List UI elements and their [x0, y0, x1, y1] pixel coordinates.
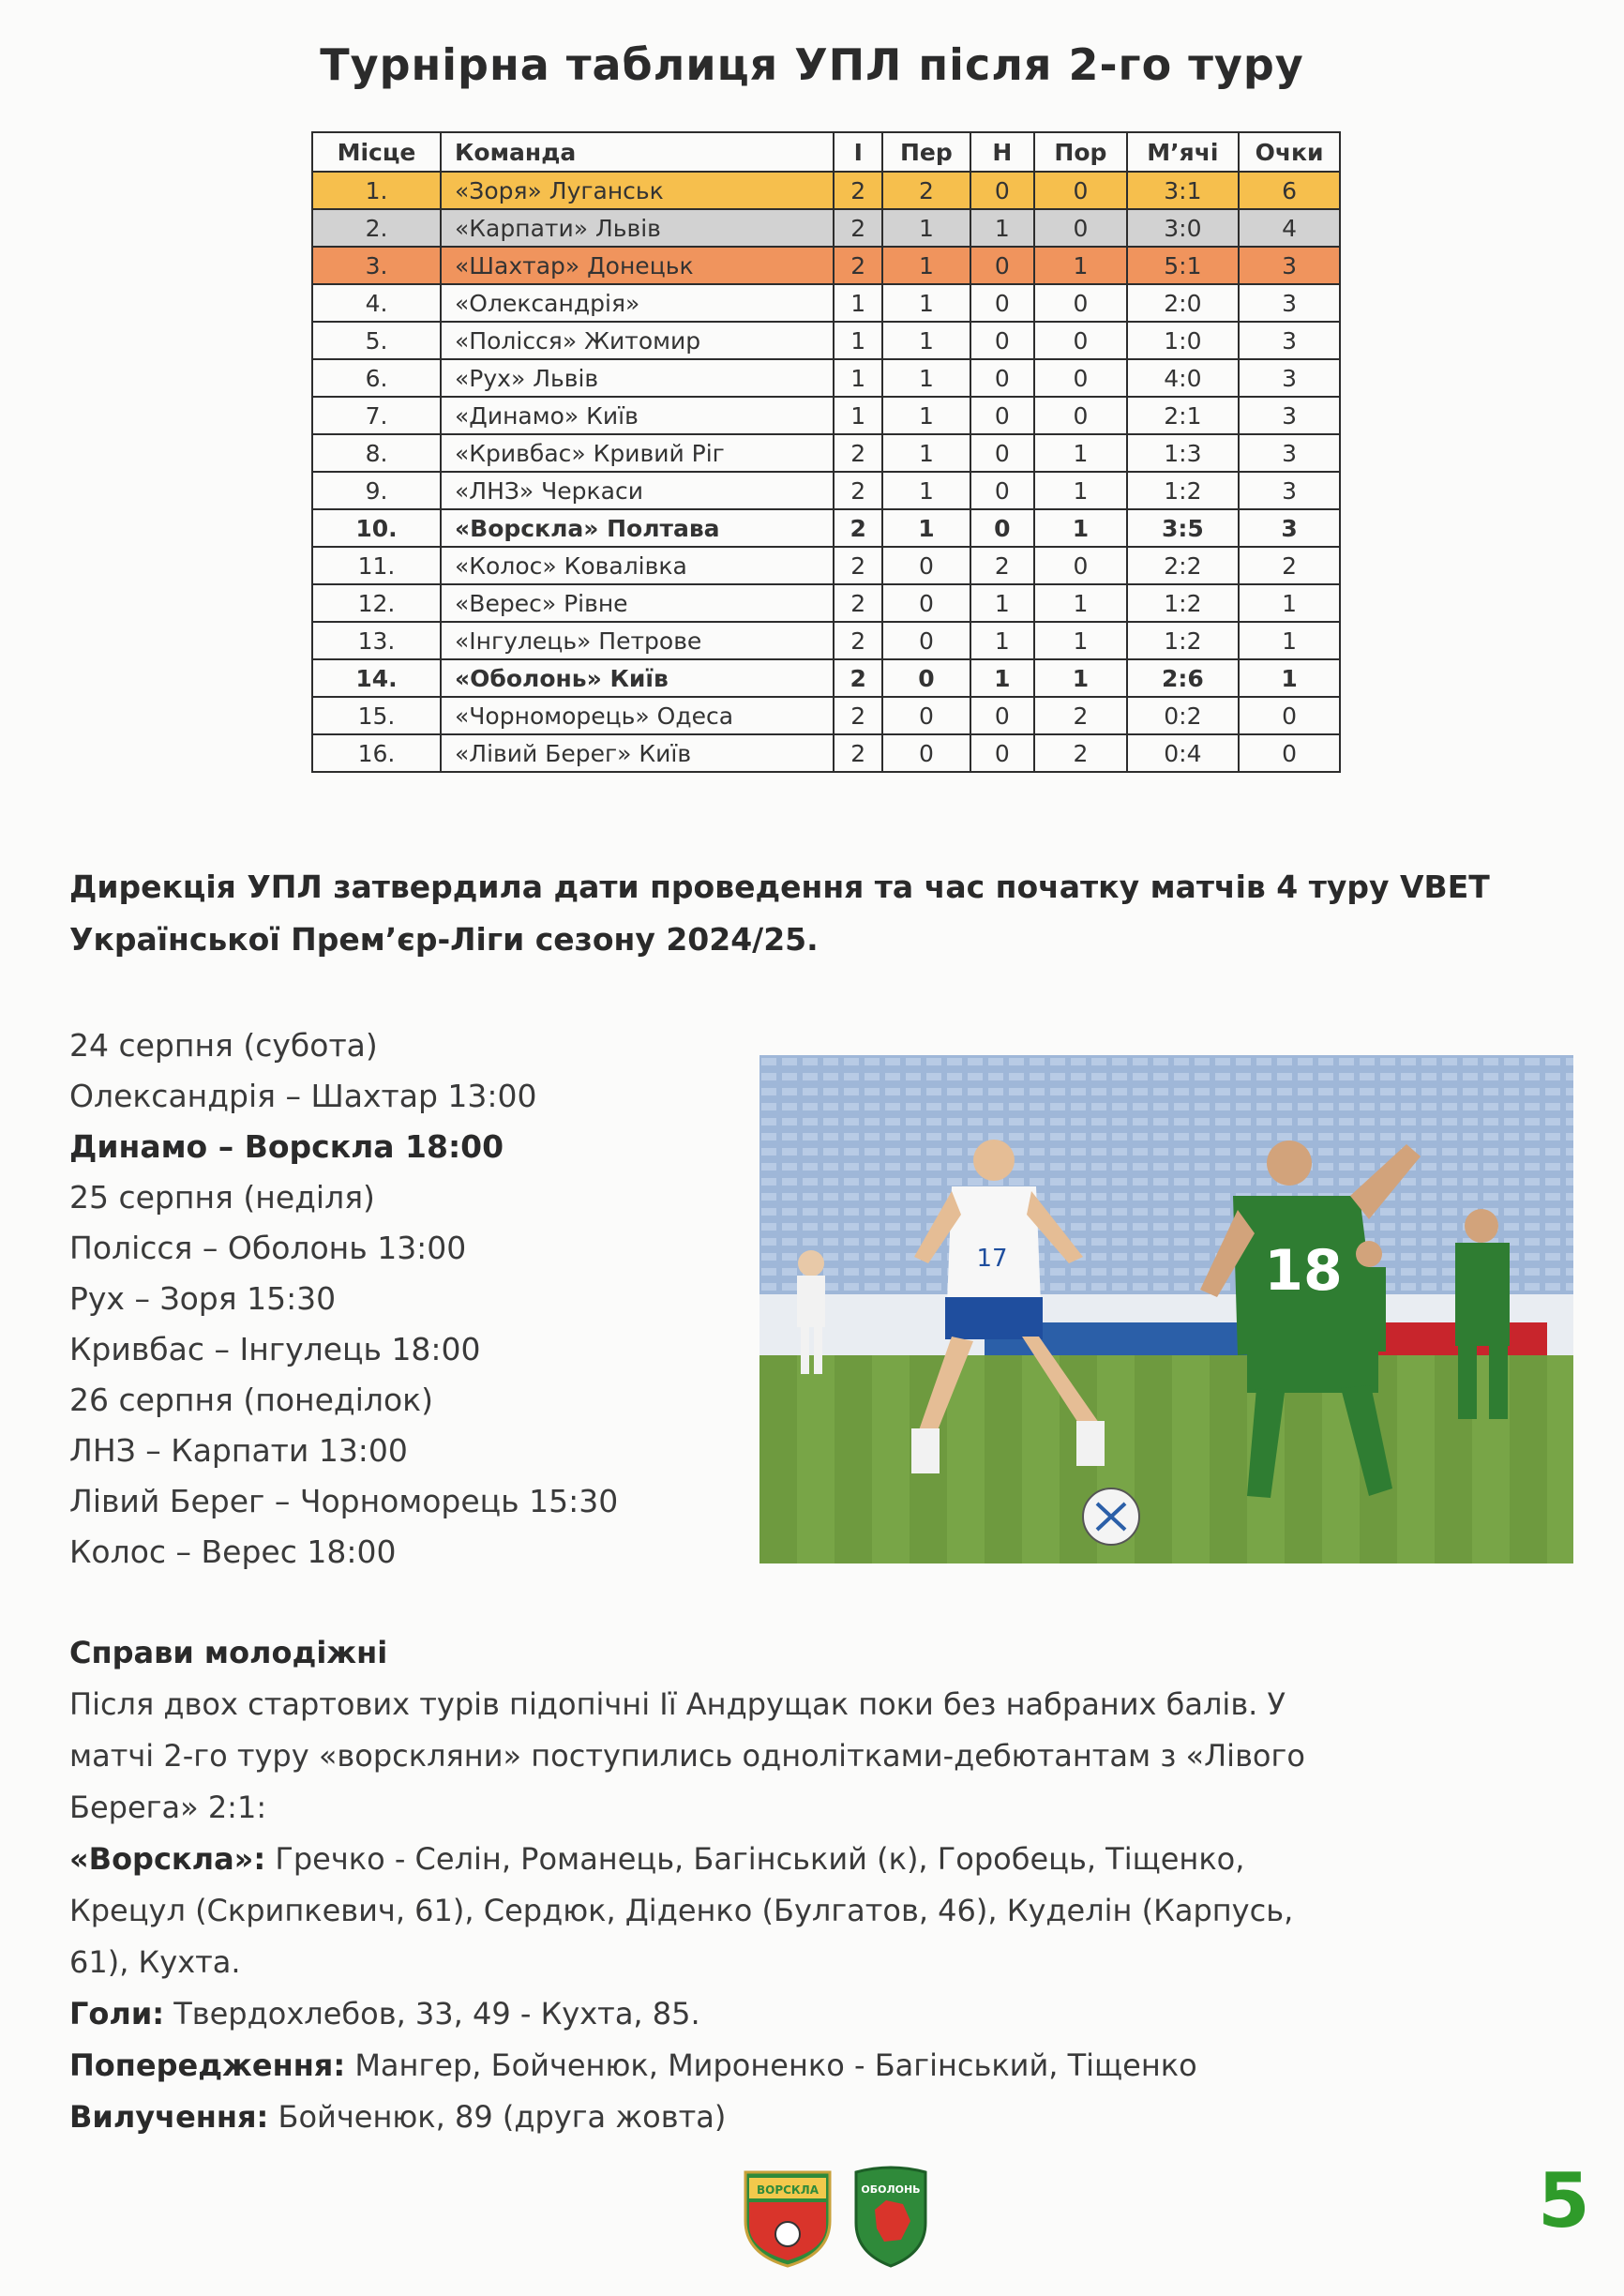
cell-place: 1. [312, 172, 441, 209]
cell-losses: 1 [1034, 472, 1127, 509]
cell-draws: 2 [970, 547, 1035, 584]
cell-goals: 2:1 [1127, 397, 1239, 434]
cell-place: 5. [312, 322, 441, 359]
youth-paragraph-line: Після двох стартових турів підопічні Ії Андрущак поки без набраних балів. У [69, 1686, 1286, 1722]
cell-points: 4 [1239, 209, 1340, 247]
schedule-match: Лівий Берег – Чорноморець 15:30 [69, 1483, 619, 1519]
cell-games: 2 [834, 622, 882, 659]
cell-goals: 3:1 [1127, 172, 1239, 209]
cell-goals: 1:3 [1127, 434, 1239, 472]
cell-draws: 1 [970, 584, 1035, 622]
cell-wins: 1 [882, 397, 970, 434]
cell-losses: 0 [1034, 322, 1127, 359]
cell-goals: 0:4 [1127, 734, 1239, 772]
cell-losses: 1 [1034, 584, 1127, 622]
cell-points: 2 [1239, 547, 1340, 584]
table-row [312, 172, 1340, 209]
table-row [312, 509, 1340, 547]
cell-points: 1 [1239, 584, 1340, 622]
goals-line [69, 1988, 1579, 2040]
announcement-line: Української Прем’єр-Ліги сезону 2024/25. [69, 921, 819, 958]
cell-place: 13. [312, 622, 441, 659]
header-losses: Пор [1034, 132, 1127, 172]
cell-games: 2 [834, 547, 882, 584]
cell-place: 10. [312, 509, 441, 547]
youth-paragraph-line: матчі 2-го туру «ворскляни» поступились однолітками-дебютантам з «Лівого [69, 1738, 1305, 1774]
cell-draws: 0 [970, 359, 1035, 397]
obolon-logo-text: ОБОЛОНЬ [861, 2183, 921, 2196]
cell-place: 12. [312, 584, 441, 622]
cell-team: «Ворскла» Полтава [441, 509, 834, 547]
cell-team: «Динамо» Київ [441, 397, 834, 434]
cell-games: 2 [834, 697, 882, 734]
header-wins: Пер [882, 132, 970, 172]
cell-goals: 2:2 [1127, 547, 1239, 584]
table-row [312, 584, 1340, 622]
cell-points: 3 [1239, 509, 1340, 547]
cell-goals: 1:0 [1127, 322, 1239, 359]
warnings-label: Попередження: [69, 2047, 346, 2083]
schedule-match: Олександрія – Шахтар 13:00 [69, 1078, 537, 1114]
header-place: Місце [312, 132, 441, 172]
cell-team: «ЛНЗ» Черкаси [441, 472, 834, 509]
cell-goals: 3:0 [1127, 209, 1239, 247]
cell-goals: 1:2 [1127, 472, 1239, 509]
cell-points: 0 [1239, 734, 1340, 772]
vorskla-logo [745, 2172, 830, 2266]
cell-losses: 2 [1034, 734, 1127, 772]
cell-games: 2 [834, 472, 882, 509]
player-number-left: 17 [976, 1245, 1008, 1273]
cell-place: 6. [312, 359, 441, 397]
sendoffs-line [69, 2092, 1579, 2143]
schedule-match: Рух – Зоря 15:30 [69, 1280, 337, 1317]
table-row [312, 209, 1340, 247]
lineup-text: Гречко - Селін, Романець, Багінський (к), Горобець, Тіщенко, [265, 1841, 1245, 1877]
schedule-announcement [69, 861, 1588, 966]
cell-draws: 0 [970, 284, 1035, 322]
table-row [312, 359, 1340, 397]
cell-points: 3 [1239, 472, 1340, 509]
cell-wins: 0 [882, 622, 970, 659]
cell-points: 3 [1239, 247, 1340, 284]
cell-losses: 1 [1034, 659, 1127, 697]
cell-wins: 1 [882, 209, 970, 247]
player-number-right: 18 [1264, 1238, 1343, 1304]
cell-losses: 2 [1034, 697, 1127, 734]
cell-draws: 1 [970, 659, 1035, 697]
cell-goals: 3:5 [1127, 509, 1239, 547]
warnings-line [69, 2040, 1579, 2092]
cell-wins: 0 [882, 659, 970, 697]
cell-wins: 1 [882, 434, 970, 472]
cell-games: 2 [834, 584, 882, 622]
schedule-match-highlight: Динамо – Ворскла 18:00 [69, 1128, 504, 1165]
table-row [312, 622, 1340, 659]
cell-place: 15. [312, 697, 441, 734]
schedule-match: Полісся – Оболонь 13:00 [69, 1230, 467, 1266]
cell-losses: 1 [1034, 622, 1127, 659]
lineup-line [69, 1834, 1579, 1885]
cell-games: 2 [834, 659, 882, 697]
header-goals: М’ячі [1127, 132, 1239, 172]
cell-losses: 0 [1034, 284, 1127, 322]
cell-losses: 0 [1034, 209, 1127, 247]
schedule-match: Колос – Верес 18:00 [69, 1533, 397, 1570]
cell-points: 1 [1239, 659, 1340, 697]
table-row [312, 472, 1340, 509]
table-row [312, 697, 1340, 734]
cell-team: «Зоря» Луганськ [441, 172, 834, 209]
cell-losses: 0 [1034, 359, 1127, 397]
cell-team: «Полісся» Житомир [441, 322, 834, 359]
cell-draws: 1 [970, 622, 1035, 659]
cell-place: 2. [312, 209, 441, 247]
table-row [312, 397, 1340, 434]
cell-wins: 2 [882, 172, 970, 209]
cell-goals: 2:6 [1127, 659, 1239, 697]
header-team: Команда [441, 132, 834, 172]
lineup-line: Крецул (Скрипкевич, 61), Сердюк, Діденко (Булгатов, 46), Куделін (Карпусь, [69, 1893, 1294, 1928]
cell-games: 1 [834, 359, 882, 397]
cell-team: «Шахтар» Донецьк [441, 247, 834, 284]
schedule-match: Кривбас – Інгулець 18:00 [69, 1331, 481, 1367]
schedule-match: ЛНЗ – Карпати 13:00 [69, 1432, 408, 1469]
table-row [312, 659, 1340, 697]
goals-text: Твердохлебов, 33, 49 - Кухта, 85. [164, 1996, 700, 2032]
youth-heading: Справи молодіжні [69, 1635, 388, 1670]
cell-draws: 0 [970, 172, 1035, 209]
cell-team: «Рух» Львів [441, 359, 834, 397]
cell-wins: 1 [882, 284, 970, 322]
cell-points: 3 [1239, 397, 1340, 434]
cell-wins: 1 [882, 359, 970, 397]
sendoffs-label: Вилучення: [69, 2099, 269, 2135]
cell-draws: 0 [970, 247, 1035, 284]
cell-team: «Карпати» Львів [441, 209, 834, 247]
cell-games: 1 [834, 322, 882, 359]
cell-draws: 0 [970, 734, 1035, 772]
cell-points: 6 [1239, 172, 1340, 209]
youth-paragraph-line: Берега» 2:1: [69, 1790, 267, 1825]
cell-wins: 0 [882, 734, 970, 772]
goals-label: Голи: [69, 1996, 165, 2032]
cell-goals: 1:2 [1127, 622, 1239, 659]
cell-games: 2 [834, 247, 882, 284]
cell-draws: 1 [970, 209, 1035, 247]
cell-games: 1 [834, 397, 882, 434]
cell-goals: 0:2 [1127, 697, 1239, 734]
cell-games: 2 [834, 172, 882, 209]
cell-wins: 0 [882, 584, 970, 622]
cell-games: 2 [834, 434, 882, 472]
table-header-row [312, 132, 1340, 172]
cell-place: 8. [312, 434, 441, 472]
lineup-line: 61), Кухта. [69, 1944, 241, 1980]
cell-goals: 4:0 [1127, 359, 1239, 397]
cell-losses: 0 [1034, 547, 1127, 584]
cell-place: 7. [312, 397, 441, 434]
table-row [312, 547, 1340, 584]
lineup-label: «Ворскла»: [69, 1841, 266, 1877]
cell-goals: 2:0 [1127, 284, 1239, 322]
cell-points: 1 [1239, 622, 1340, 659]
cell-goals: 1:2 [1127, 584, 1239, 622]
cell-points: 3 [1239, 434, 1340, 472]
cell-team: «Кривбас» Кривий Ріг [441, 434, 834, 472]
cell-draws: 0 [970, 434, 1035, 472]
header-games: І [834, 132, 882, 172]
cell-team: «Оболонь» Київ [441, 659, 834, 697]
cell-draws: 0 [970, 322, 1035, 359]
cell-team: «Чорноморець» Одеса [441, 697, 834, 734]
header-draws: Н [970, 132, 1035, 172]
cell-goals: 5:1 [1127, 247, 1239, 284]
cell-draws: 0 [970, 397, 1035, 434]
match-photo-illustration [759, 1055, 1573, 1563]
cell-losses: 1 [1034, 247, 1127, 284]
cell-points: 0 [1239, 697, 1340, 734]
table-row [312, 247, 1340, 284]
cell-place: 9. [312, 472, 441, 509]
match-schedule [69, 1020, 744, 1578]
table-row [312, 284, 1340, 322]
cell-team: «Колос» Ковалівка [441, 547, 834, 584]
schedule-date: 24 серпня (субота) [69, 1027, 378, 1064]
standings-table [311, 131, 1341, 773]
cell-team: «Інгулець» Петрове [441, 622, 834, 659]
cell-games: 2 [834, 209, 882, 247]
announcement-line: Дирекція УПЛ затвердила дати проведення та час початку матчів 4 туру VBET [69, 869, 1490, 905]
cell-wins: 1 [882, 472, 970, 509]
cell-place: 14. [312, 659, 441, 697]
schedule-date: 25 серпня (неділя) [69, 1179, 375, 1216]
cell-games: 1 [834, 284, 882, 322]
cell-draws: 0 [970, 697, 1035, 734]
cell-points: 3 [1239, 322, 1340, 359]
page-title: Турнірна таблиця УПЛ після 2-го туру [320, 39, 1304, 90]
schedule-date: 26 серпня (понеділок) [69, 1382, 433, 1418]
logos-svg [736, 2155, 933, 2268]
table-row [312, 322, 1340, 359]
cell-losses: 0 [1034, 172, 1127, 209]
cell-wins: 0 [882, 547, 970, 584]
cell-place: 16. [312, 734, 441, 772]
table-row [312, 434, 1340, 472]
cell-place: 4. [312, 284, 441, 322]
warnings-text: Мангер, Бойченюк, Мироненко - Багінський, Тіщенко [345, 2047, 1197, 2083]
header-points: Очки [1239, 132, 1340, 172]
cell-games: 2 [834, 509, 882, 547]
cell-wins: 1 [882, 322, 970, 359]
club-logos [736, 2155, 933, 2268]
cell-draws: 0 [970, 472, 1035, 509]
obolon-logo [856, 2168, 925, 2266]
vorskla-logo-text: ВОРСКЛА [756, 2183, 820, 2197]
cell-losses: 1 [1034, 509, 1127, 547]
cell-wins: 1 [882, 247, 970, 284]
cell-place: 3. [312, 247, 441, 284]
cell-losses: 1 [1034, 434, 1127, 472]
sendoffs-text: Бойченюк, 89 (друга жовта) [268, 2099, 727, 2135]
cell-losses: 0 [1034, 397, 1127, 434]
cell-team: «Лівий Берег» Київ [441, 734, 834, 772]
cell-team: «Верес» Рівне [441, 584, 834, 622]
cell-wins: 1 [882, 509, 970, 547]
page-number: 5 [1538, 2157, 1590, 2244]
cell-wins: 0 [882, 697, 970, 734]
cell-place: 11. [312, 547, 441, 584]
cell-team: «Олександрія» [441, 284, 834, 322]
match-photo [759, 1055, 1573, 1563]
cell-games: 2 [834, 734, 882, 772]
cell-draws: 0 [970, 509, 1035, 547]
youth-section [69, 1627, 1579, 2143]
table-row [312, 734, 1340, 772]
cell-points: 3 [1239, 359, 1340, 397]
cell-points: 3 [1239, 284, 1340, 322]
